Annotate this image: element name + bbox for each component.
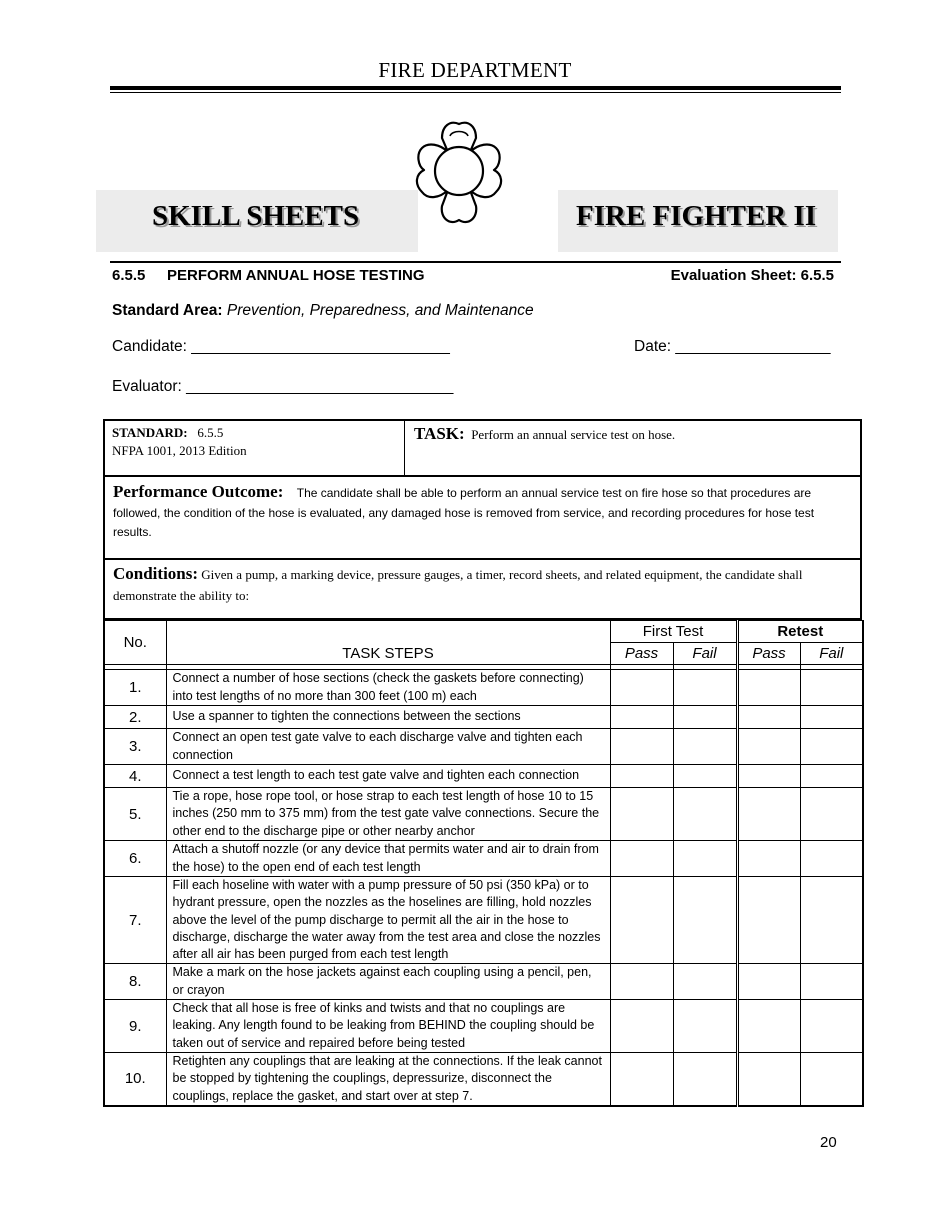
- standard-task-divider: [404, 421, 405, 475]
- first-test-fail-cell[interactable]: [673, 729, 737, 765]
- standard-area-label: Standard Area:: [112, 302, 223, 319]
- evaluator-field[interactable]: Evaluator: _______________________________: [112, 378, 454, 395]
- fire-fighter-title: FIRE FIGHTER II: [576, 200, 817, 232]
- step-number: 7.: [104, 877, 166, 964]
- step-number: 6.: [104, 841, 166, 877]
- first-test-fail-cell[interactable]: [673, 841, 737, 877]
- retest-pass-cell[interactable]: [737, 841, 800, 877]
- table-row: [104, 841, 863, 877]
- step-number: 10.: [104, 1052, 166, 1105]
- retest-fail-cell[interactable]: [800, 841, 863, 877]
- retest-fail-cell[interactable]: [800, 706, 863, 729]
- retest-pass-cell[interactable]: [737, 670, 800, 706]
- evaluation-sheet-label: Evaluation Sheet: 6.5.5: [670, 267, 834, 284]
- step-text: Connect a number of hose sections (check the gaskets before connecting) into test lengths of no more than 300 feet (100 m) each: [166, 670, 610, 706]
- first-test-pass-cell[interactable]: [610, 788, 673, 841]
- table-row: [104, 729, 863, 765]
- retest-fail-cell[interactable]: [800, 788, 863, 841]
- first-test-fail-cell[interactable]: [673, 964, 737, 1000]
- retest-pass-header: Pass: [737, 643, 800, 665]
- step-number: 1.: [104, 670, 166, 706]
- skill-number: 6.5.5: [112, 267, 146, 284]
- table-row: [104, 670, 863, 706]
- table-header-row: [104, 621, 863, 643]
- retest-pass-cell[interactable]: [737, 765, 800, 788]
- standard-block: [112, 424, 247, 460]
- performance-outcome-box: [103, 475, 862, 560]
- task-steps-table: [103, 620, 864, 1107]
- retest-pass-cell[interactable]: [737, 877, 800, 964]
- first-test-fail-header: Fail: [673, 643, 737, 665]
- first-test-fail-cell[interactable]: [673, 788, 737, 841]
- standard-edition: NFPA 1001, 2013 Edition: [112, 443, 247, 458]
- first-test-pass-cell[interactable]: [610, 1000, 673, 1053]
- step-number: 3.: [104, 729, 166, 765]
- page-number: 20: [820, 1134, 837, 1151]
- first-test-pass-cell[interactable]: [610, 765, 673, 788]
- conditions-text: Given a pump, a marking device, pressure gauges, a timer, record sheets, and related equipment, the candidate shall demonstrate the ability to:: [113, 567, 803, 603]
- step-text: Check that all hose is free of kinks and twists and that no couplings are leaking. Any length found to be leaking from BEHIND the coupling should be taken out of service and repaired before being tested: [166, 1000, 610, 1053]
- column-header-task-steps: TASK STEPS: [166, 621, 610, 665]
- step-number: 2.: [104, 706, 166, 729]
- retest-fail-header: Fail: [800, 643, 863, 665]
- table-row: [104, 1000, 863, 1053]
- date-field[interactable]: Date: __________________: [634, 338, 831, 355]
- performance-outcome-text: The candidate shall be able to perform an annual service test on fire hose so that procedures are followed, the condition of the hose is evaluated, any damaged hose is removed from service, and recording procedures for hose test results.: [113, 486, 815, 539]
- first-test-pass-cell[interactable]: [610, 729, 673, 765]
- first-test-fail-cell[interactable]: [673, 1052, 737, 1105]
- table-row: [104, 765, 863, 788]
- table-row: [104, 706, 863, 729]
- retest-fail-cell[interactable]: [800, 877, 863, 964]
- retest-pass-cell[interactable]: [737, 1000, 800, 1053]
- step-text: Tie a rope, hose rope tool, or hose strap to each test length of hose 10 to 15 inches (250 mm to 375 mm) from the test gate valve connections. Secure the other end to the discharge pipe or other nearby anchor: [166, 788, 610, 841]
- step-number: 5.: [104, 788, 166, 841]
- standard-task-box: [103, 419, 862, 477]
- step-number: 4.: [104, 765, 166, 788]
- department-heading: FIRE DEPARTMENT: [378, 58, 572, 82]
- step-text: Retighten any couplings that are leaking at the connections. If the leak cannot be stopped by tightening the couplings, depressurize, disconnect the couplings, replace the gasket, and start over at step 7.: [166, 1052, 610, 1105]
- table-row: [104, 964, 863, 1000]
- table-row: [104, 877, 863, 964]
- first-test-pass-cell[interactable]: [610, 877, 673, 964]
- retest-pass-cell[interactable]: [737, 788, 800, 841]
- first-test-fail-cell[interactable]: [673, 706, 737, 729]
- retest-pass-cell[interactable]: [737, 729, 800, 765]
- first-test-fail-cell[interactable]: [673, 877, 737, 964]
- retest-pass-cell[interactable]: [737, 1052, 800, 1105]
- first-test-pass-cell[interactable]: [610, 841, 673, 877]
- first-test-pass-cell[interactable]: [610, 1052, 673, 1105]
- retest-fail-cell[interactable]: [800, 670, 863, 706]
- step-number: 9.: [104, 1000, 166, 1053]
- column-header-first-test: First Test: [610, 621, 737, 643]
- task-text: Perform an annual service test on hose.: [471, 427, 676, 442]
- first-test-pass-cell[interactable]: [610, 670, 673, 706]
- column-header-retest: Retest: [737, 621, 863, 643]
- standard-number: 6.5.5: [197, 425, 224, 440]
- first-test-fail-cell[interactable]: [673, 1000, 737, 1053]
- standard-area: [112, 302, 534, 320]
- retest-pass-cell[interactable]: [737, 964, 800, 1000]
- header-rule-thin: [110, 92, 841, 93]
- performance-outcome-label: Performance Outcome:: [113, 482, 284, 501]
- conditions-label: Conditions:: [113, 564, 199, 583]
- conditions-box: [103, 558, 862, 620]
- header-rule-thick: [110, 86, 841, 90]
- table-row: [104, 1052, 863, 1105]
- step-text: Fill each hoseline with water with a pump pressure of 50 psi (350 kPa) or to hydrant pressure, open the nozzles as the hoselines are filling, hold nozzles above the level of the pump discharge to permit all the air in the hose to discharge, discharge the water away from the test area and close the nozzles after all air has been purged from each test length: [166, 877, 610, 964]
- column-header-no: No.: [104, 621, 166, 665]
- retest-fail-cell[interactable]: [800, 729, 863, 765]
- step-text: Use a spanner to tighten the connections between the sections: [166, 706, 610, 729]
- retest-fail-cell[interactable]: [800, 1052, 863, 1105]
- first-test-fail-cell[interactable]: [673, 765, 737, 788]
- retest-fail-cell[interactable]: [800, 765, 863, 788]
- retest-fail-cell[interactable]: [800, 964, 863, 1000]
- step-text: Attach a shutoff nozzle (or any device that permits water and air to drain from the hose) to the open end of each test length: [166, 841, 610, 877]
- title-rule: [110, 261, 841, 263]
- table-row: [104, 788, 863, 841]
- standard-area-value: Prevention, Preparedness, and Maintenance: [226, 302, 534, 319]
- step-text: Connect an open test gate valve to each discharge valve and tighten each connection: [166, 729, 610, 765]
- maltese-cross-icon: [398, 114, 520, 232]
- step-number: 8.: [104, 964, 166, 1000]
- skill-sheets-title: SKILL SHEETS: [152, 200, 360, 232]
- step-text: Connect a test length to each test gate valve and tighten each connection: [166, 765, 610, 788]
- first-test-pass-header: Pass: [610, 643, 673, 665]
- retest-fail-cell[interactable]: [800, 1000, 863, 1053]
- task-block: [414, 424, 675, 444]
- standard-label: STANDARD:: [112, 425, 188, 440]
- step-text: Make a mark on the hose jackets against each coupling using a pencil, pen, or crayon: [166, 964, 610, 1000]
- retest-pass-cell[interactable]: [737, 706, 800, 729]
- first-test-pass-cell[interactable]: [610, 706, 673, 729]
- skill-title: PERFORM ANNUAL HOSE TESTING: [167, 267, 425, 284]
- task-label: TASK:: [414, 424, 465, 443]
- first-test-pass-cell[interactable]: [610, 964, 673, 1000]
- first-test-fail-cell[interactable]: [673, 670, 737, 706]
- candidate-field[interactable]: Candidate: ______________________________: [112, 338, 450, 355]
